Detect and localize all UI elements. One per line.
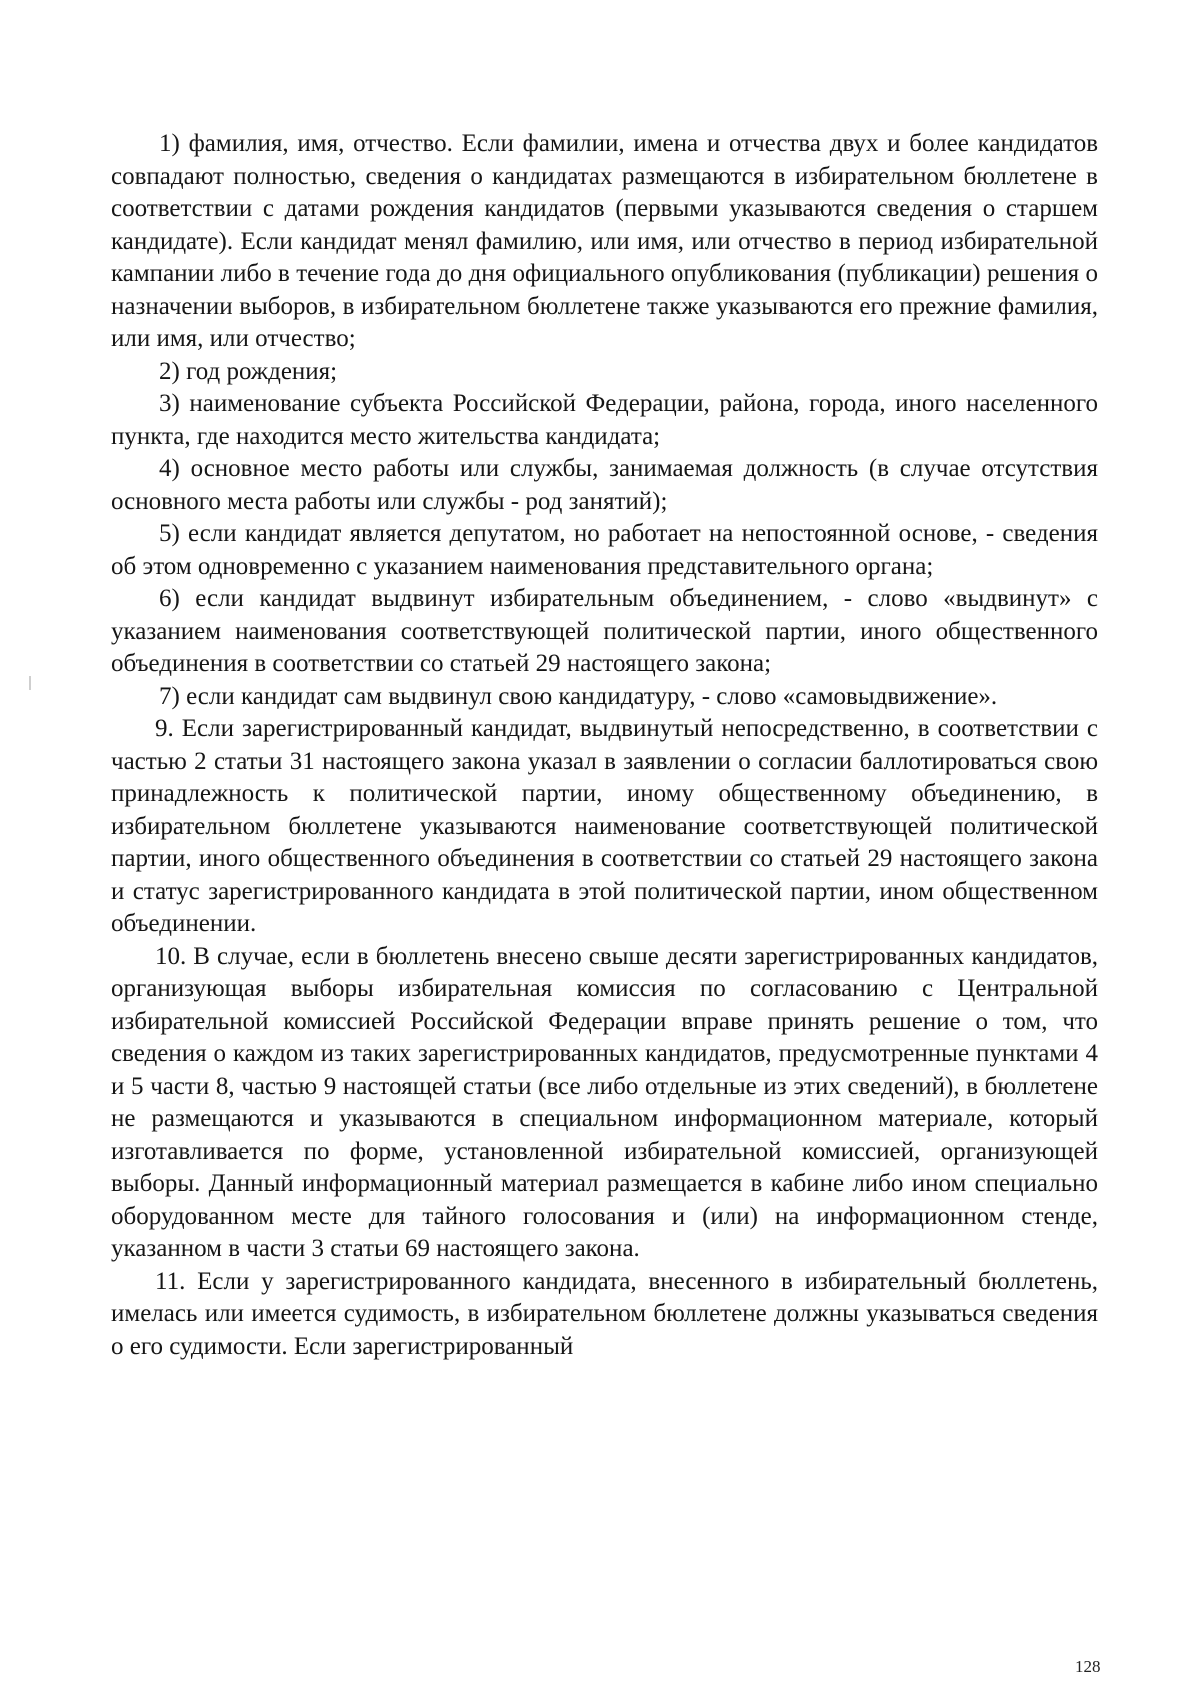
document-body <box>111 128 1098 1363</box>
page-number: 128 <box>1075 1657 1101 1676</box>
list-item-7: 7) если кандидат сам выдвинул свою кандидатуру, - слово «самовыдвижение». <box>159 682 998 710</box>
paragraph-9: 9. Если зарегистрированный кандидат, выдвинутый непосредственно, в соответствии с частью 2 статьи 31 настоящего закона указал в заявлении о согласии баллотироваться свою принадлежность к политической партии, иному общественному объединению, в избирательном бюллетене указываются наименование соответствующей политической партии, иного общественного объединения в соответствии со статьей 29 настоящего закона и статус зарегистрированного кандидата в этой политической партии, ином общественном объединении. <box>111 715 1098 937</box>
list-item-5: 5) если кандидат является депутатом, но работает на непостоянной основе, - сведения об этом одновременно с указанием наименования представительного органа; <box>111 520 1098 580</box>
list-item-4: 4) основное место работы или службы, занимаемая должность (в случае отсутствия основного места работы или службы - род занятий); <box>111 455 1098 515</box>
list-item-1: 1) фамилия, имя, отчество. Если фамилии, имена и отчества двух и более кандидатов совпадают полностью, сведения о кандидатах размещаются в избирательном бюллетене в соответствии с датами рождения кандидатов (первыми указываются сведения о старшем кандидате). Если кандидат менял фамилию, или имя, или отчество в период избирательной кампании либо в течение года до дня официального опубликования (публикации) решения о назначении выборов, в избирательном бюллетене также указываются его прежние фамилия, или имя, или отчество; <box>111 130 1098 352</box>
paragraph-11: 11. Если у зарегистрированного кандидата, внесенного в избирательный бюллетень, имелась или имеется судимость, в избирательном бюллетене должны указываться сведения о его судимости. Если зарегистрированный <box>111 1267 1098 1360</box>
paragraph-10: 10. В случае, если в бюллетень внесено свыше десяти зарегистрированных кандидатов, организующая выборы избирательная комиссия по согласованию с Центральной избирательной комиссией Российской Федерации вправе принять решение о том, что сведения о каждом из таких зарегистрированных кандидатов, предусмотренные пунктами 4 и 5 части 8, частью 9 настоящей статьи (все либо отдельные из этих сведений), в бюллетене не размещаются и указываются в специальном информационном материале, который изготавливается по форме, установленной избирательной комиссией, организующей выборы. Данный информационный материал размещается в кабине либо ином специально оборудованном месте для тайного голосования и (или) на информационном стенде, указанном в части 3 статьи 69 настоящего закона. <box>111 942 1098 1262</box>
scan-speck <box>29 676 31 690</box>
list-item-2: 2) год рождения; <box>159 357 338 385</box>
list-item-3: 3) наименование субъекта Российской Федерации, района, города, иного населенного пункта, где находится место жительства кандидата; <box>111 390 1098 450</box>
list-item-6: 6) если кандидат выдвинут избирательным объединением, - слово «выдвинут» с указанием наименования соответствующей политической партии, иного общественного объединения в соответствии со статьей 29 настоящего закона; <box>111 585 1098 677</box>
